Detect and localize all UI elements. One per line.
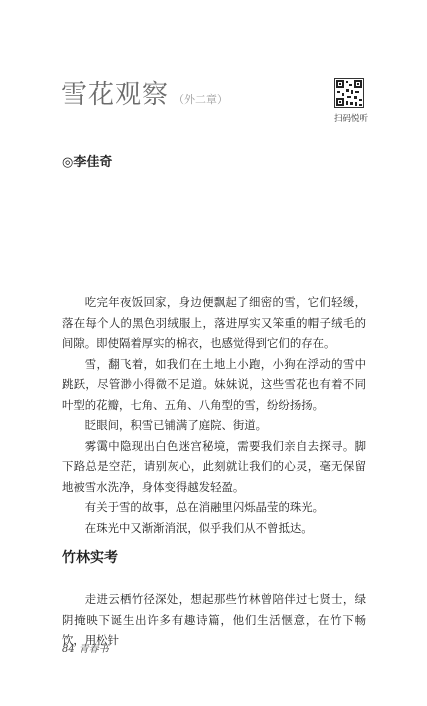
article-body — [62, 292, 366, 538]
paragraph: 走进云栖竹径深处，想起那些竹林曾陪伴过七贤士，绿阴掩映下诞生出许多有趣诗篇，他们生活惬意，在竹下畅饮，用松针 — [62, 592, 366, 647]
author-name: ◎李佳奇 — [62, 155, 113, 170]
qr-caption: 扫码悦听 — [333, 114, 368, 124]
paragraph: 雾霭中隐现出白色迷宫秘境，需要我们亲自去探寻。脚下路总是空茫，请别灰心，此刻就让我们的心灵，毫无保留地被雪水洗净，身体变得越发轻盈。 — [62, 438, 366, 494]
article-title-row — [61, 74, 228, 111]
article-subtitle: （外二章） — [173, 93, 229, 106]
page-number: 84 — [62, 644, 75, 655]
paragraph: 吃完年夜饭回家，身边便飘起了细密的雪，它们轻缓，落在每个人的黑色羽绒服上，落进厚实又笨重的帽子绒毛的间隙。即使隔着厚实的棉衣，也感觉得到它们的存在。 — [62, 295, 366, 350]
paragraph: 有关于雪的故事，总在消融里闪烁晶莹的珠光。 — [84, 500, 325, 514]
qr-code-icon[interactable] — [334, 78, 364, 108]
page-footer — [62, 640, 109, 655]
paragraph: 在珠光中又渐渐消泯，似乎我们从不曾抵达。 — [84, 520, 313, 535]
paragraph: 眨眼间，积雪已铺满了庭院、街道。 — [84, 418, 268, 432]
paragraph: 雪，翻飞着，如我们在土地上小跑，小狗在浮动的雪中跳跃，尽管渺小得微不足道。妹妹说，这些雪花也有着不同叶型的花瓣，七角、五角、八角型的雪，纷纷扬扬。 — [62, 356, 366, 412]
publication-name: 青春书 — [78, 644, 109, 655]
section-title: 竹林实考 — [62, 550, 118, 566]
article-title: 雪花观察 — [61, 80, 170, 110]
